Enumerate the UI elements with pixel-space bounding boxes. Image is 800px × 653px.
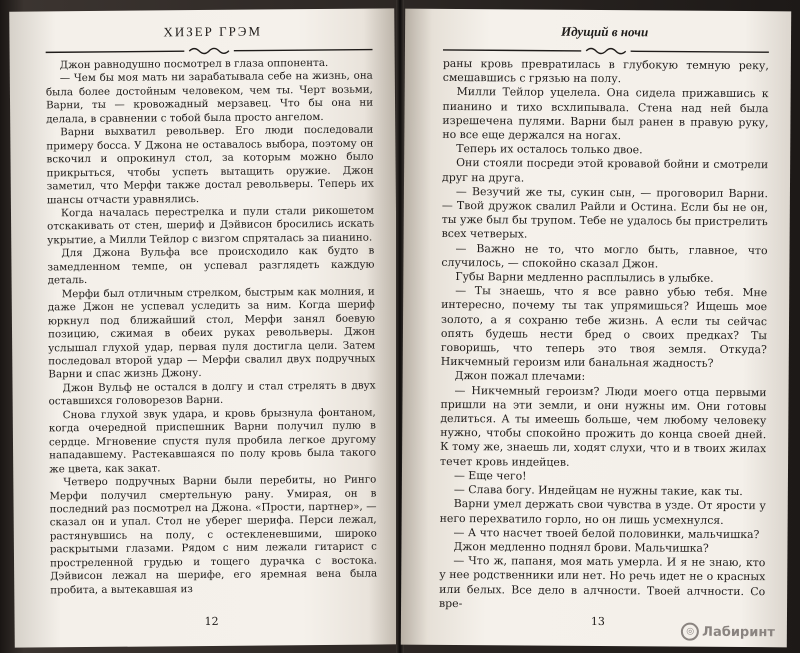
paragraph: — Везучий же ты, сукин сын, — проговорил Варни. — Твой дружок свалил Райли и Остина. Если бы не он, ты уже был бы трупом. Тебе не удалось бы пристрелить всех четверых. [441,184,768,241]
right-page-number: 13 [590,614,605,629]
paragraph: Варни умел держать свои чувства в узде. От ярости у него перехватило горло, но он лишь усмехнулся. [439,497,766,527]
paragraph: Джон пожал плечами: [454,369,586,384]
paragraph: Милли Тейлор уцелела. Она сидела прижавшись к пианино и тихо всхлипывала. Стена над ней была изрешечена пулями. Варни был ранен в правую руку, но все еще держался на ногах. [442,85,769,143]
watermark-logo-text: Лабиринт [702,624,775,640]
paragraph: Для Джона Вульфа все происходило как будто в замедленном темпе, он успевал разглядеть каждую деталь. [47,244,375,287]
paragraph: — Слава богу. Индейцам не нужны такие, как ты. [453,483,743,499]
ornament-divider-icon [443,45,769,57]
paragraph: Джон равнодушно посмотрел в глаза оппонента. [59,56,329,72]
paragraph: — Ты знаешь, что я все равно убью тебя. Мне интересно, почему ты так упрямишься? Ищешь мое золото, а я сохраню тебе жизнь. А если ты сейчас опять будешь нести бред о своих предках? Ты говоришь, что теперь это твоя земля. Откуда? Никчемный героизм или банальная жадность? [440,284,768,371]
right-page-body [439,57,769,613]
left-page-number: 12 [204,614,219,629]
paragraph: — А что насчет твоей белой половинки, мальчишка? [453,525,760,541]
left-running-head: ХИЗЕР ГРЭМ [163,23,263,40]
paragraph: — Важно не то, что могло быть, главное, что случилось, — спокойно сказал Джон. [441,241,768,271]
watermark-logo [681,623,775,642]
paragraph: Они стояли посреди этой кровавой бойни и смотрели друг на друга. [442,156,769,185]
paragraph: — Еще чего! [453,468,527,483]
paragraph: — Что ж, папаня, моя мать умерла. И я не знаю, кто у нее родственники или нет. Но речь идет не о красных или белых. Все дело в алчности. Твоей алчности. Со вре- [439,554,766,610]
ornament-divider-icon [46,45,373,58]
paragraph: Джон Вульф не остался в долгу и стал стрелять в двух оставшихся головорезов Варни. [48,379,376,408]
paragraph: — Чем бы моя мать ни зарабатывала себе на жизнь, она была более достойным человеком, чем ты. Черт возьми, Варни, ты — кровожадный мерзавец. Что бы она ни делала, в сравнении с тобой была просто ангелом. [45,69,374,126]
ornamental-rule [46,45,373,58]
left-page-body [46,57,378,598]
paragraph: Мерфи был отличным стрелком, быстрым как молния, и даже Джон не успевал уследить за ним. Когда шериф юркнул под ближайший стол, Мерфи занял боевую позицию, сжимая в обеих руках револьверы. Джон услышал глухой удар, первая пуля достигла цели. Затем последовал второй удар — Мерфи свалил двух подручных Варни и спас жизнь Джону. [47,285,376,381]
paragraph: Джон медленно поднял брови. Мальчишка? [453,539,709,555]
labyrinth-logo-icon: ◎ [681,623,699,641]
paragraph: Варни выхватил револьвер. Его люди последовали примеру босса. У Джона не оставалось выбора, поэтому он вскочил и опрокинул стол, за которым можно было прикрыться, чтобы успеть вытащить оружие. Джон заметил, что Мерфи также достал револьверы. Теперь их шансы отчасти уравнялись. [46,123,374,206]
right-page [401,9,791,648]
right-running-head: Идущий в ночи [561,23,649,40]
left-page-header [45,9,372,60]
paragraph: Когда началась перестрелка и пули стали рикошетом отскакивать от стен, шериф и Дэйвисон бросились искать укрытие, а Милли Тейлор с визгом спряталась за пианино. [47,204,375,247]
paragraph: Губы Варни медленно расплылись в улыбке. [455,270,714,285]
left-page [9,8,400,647]
right-page-header [443,9,769,59]
paragraph: Четверо подручных Варни были перебиты, но Ринго Мерфи получил смертельную рану. Умирая, он в последний раз посмотрел на Джона. «Прости, партнер», — сказал он и упал. Стол не уберег шерифа. Перси лежал, растянувшись на полу, с остекленевшими, широко раскрытыми глазами. Рядом с ним лежали гитарист с простреленной грудью и тощего дурачка с востока. Дэйвисон лежал на шерифе, его яремная вена была пробита, а вытекавшая из [49,473,378,597]
paragraph: Снова глухой звук удара, и кровь брызнула фонтаном, когда очередной приспешник Варни получил пулю в сердце. Мгновение спустя пуля пробила легкое другому нападавшему. Растекавшаяся по полу кровь была такого же цвета, как закат. [48,406,377,475]
paragraph: — Никчемный героизм? Люди моего отца первыми пришли на эти земли, и они нужны им. Они готовы делиться. А ты имеешь больше, чем любому человеку нужно, чтобы спокойно прожить до конца своей дней. К тому же, знаешь ли, ходят слухи, что и в твоих жилах течет кровь индейцев. [440,383,767,469]
paragraph: раны кровь превратилась в глубокую темную реку, смешавшись с грязью на полу. [442,56,769,86]
ornamental-rule [443,45,769,57]
paragraph: Теперь их осталось только двое. [456,142,643,157]
